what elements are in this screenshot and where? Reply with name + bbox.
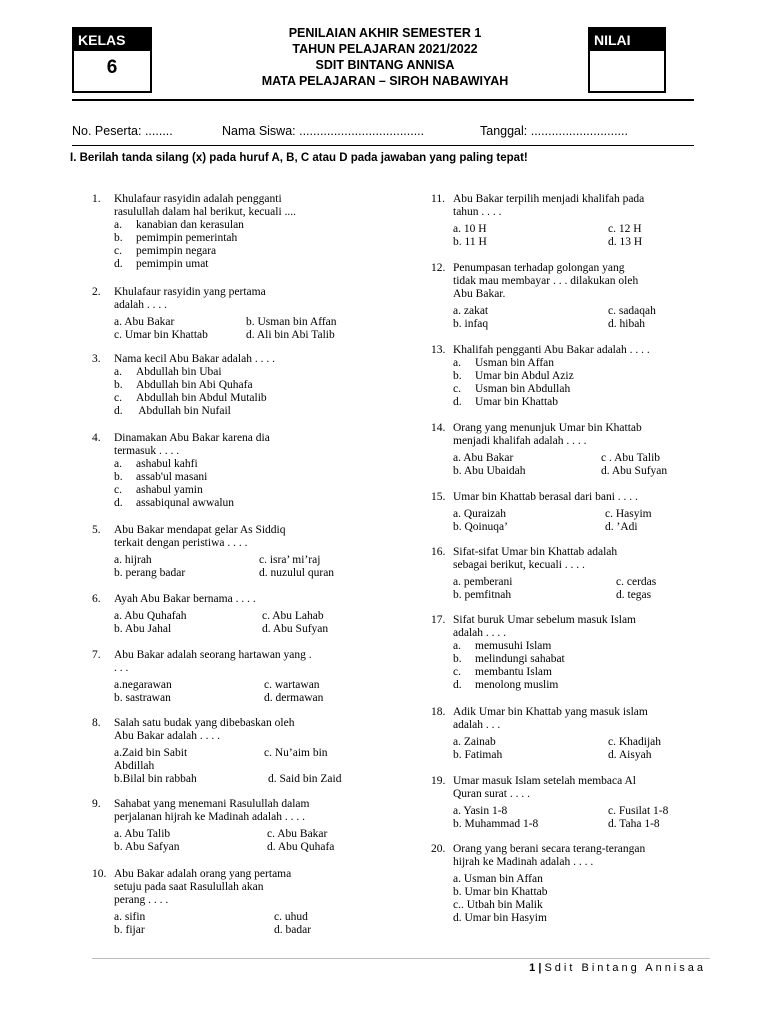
question-stem: perang . . . . [114, 894, 169, 906]
answer-option[interactable]: a. Abu Quhafah [114, 610, 187, 622]
nama-field[interactable]: Nama Siswa: .................................... [222, 124, 425, 138]
question-stem: Abu Bakar terpilih menjadi khalifah pada [453, 193, 645, 205]
option-letter: a. [114, 366, 122, 378]
answer-option[interactable]: d. hibah [608, 318, 646, 330]
question-number: 10. [92, 868, 107, 880]
option-text: ashabul yamin [136, 484, 203, 496]
answer-option[interactable] [453, 383, 721, 396]
answer-option[interactable]: a. Zainab [453, 736, 496, 748]
answer-option[interactable] [114, 497, 382, 510]
option-text: Usman bin Abdullah [475, 383, 571, 395]
answer-option[interactable]: a. Usman bin Affan [453, 873, 543, 885]
answer-grid [114, 747, 382, 786]
question-item [92, 353, 382, 418]
answer-option[interactable] [114, 366, 382, 379]
answer-grid [453, 305, 721, 331]
question-stem: Orang yang berani secara terang-terangan [453, 843, 646, 855]
answer-option[interactable]: d. Aisyah [608, 749, 652, 761]
question-item [431, 262, 721, 331]
tanggal-field[interactable]: Tanggal: ............................ [480, 124, 628, 138]
option-letter: b. [114, 232, 123, 244]
option-letter: d. [114, 497, 123, 509]
kelas-value: 6 [106, 57, 118, 78]
question-stem: Khulafaur rasyidin adalah pengganti [114, 193, 282, 205]
answer-option[interactable]: b.Bilal bin rabbah [114, 773, 197, 785]
answer-option[interactable] [114, 405, 382, 418]
option-letter: b. [114, 379, 123, 391]
question-stem: Sifat-sifat Umar bin Khattab adalah [453, 546, 618, 558]
question-stem: sebagai berikut, kecuali . . . . [453, 559, 585, 571]
option-text: memusuhi Islam [475, 640, 552, 652]
answer-option[interactable] [114, 219, 382, 232]
answer-option[interactable] [114, 392, 382, 405]
question-number: 6. [92, 593, 101, 605]
question-number: 5. [92, 524, 101, 536]
question-stem: Abu Bakar adalah . . . . [114, 730, 221, 742]
answer-grid [453, 452, 721, 478]
footer-separator: | [535, 962, 545, 974]
option-letter: a. [453, 357, 461, 369]
answer-option[interactable] [453, 357, 721, 370]
question-number: 3. [92, 353, 101, 365]
answer-option[interactable]: a. Yasin 1-8 [453, 805, 508, 817]
option-text: menolong muslim [475, 679, 559, 691]
option-text: melindungi sahabat [475, 653, 565, 665]
header-line: TAHUN PELAJARAN 2021/2022 [292, 42, 478, 56]
answer-option[interactable]: b. Fatimah [453, 749, 503, 761]
header-line: PENILAIAN AKHIR SEMESTER 1 [288, 26, 482, 40]
option-letter: c. [453, 666, 461, 678]
answer-grid [114, 316, 382, 342]
option-letter: a. [114, 219, 122, 231]
answer-option[interactable]: c. sadaqah [608, 305, 656, 317]
answer-option[interactable]: c. Hasyim [605, 508, 652, 520]
answer-option[interactable] [453, 653, 721, 666]
answer-option[interactable]: c. isra’ mi’raj [259, 554, 321, 566]
option-letter: a. [114, 458, 122, 470]
option-letter: b. [453, 653, 462, 665]
question-number: 17. [431, 614, 446, 626]
page-number: 1 [529, 962, 536, 974]
question-stem: Umar bin Khattab berasal dari bani . . . . [453, 491, 638, 503]
answer-option[interactable] [114, 379, 382, 392]
option-text: Abdullah bin Ubai [136, 366, 222, 378]
answer-option[interactable]: b. Umar bin Khattab [453, 886, 548, 898]
option-letter: b. [453, 370, 462, 382]
answer-option[interactable]: Abdillah [114, 760, 155, 772]
answer-option[interactable]: a.Zaid bin Sabit [114, 747, 188, 759]
answer-option[interactable]: b. Abu Jahal [114, 623, 172, 635]
answer-grid [453, 576, 721, 602]
option-text: Abdullah bin Abi Quhafa [136, 379, 253, 391]
answer-option[interactable]: d. tegas [616, 589, 652, 601]
question-stem: adalah . . . . [453, 627, 507, 639]
option-letter: d. [114, 258, 123, 270]
answer-option[interactable]: a. Quraizah [453, 508, 506, 520]
answer-option[interactable] [453, 370, 721, 383]
question-stem: Adik Umar bin Khattab yang masuk islam [453, 706, 648, 718]
answer-option[interactable]: c. wartawan [264, 679, 320, 691]
answer-option[interactable] [114, 484, 382, 497]
answer-option[interactable] [453, 640, 721, 653]
question-item [431, 614, 721, 692]
answer-option[interactable]: a. hijrah [114, 554, 152, 566]
answer-option[interactable]: b. infaq [453, 318, 489, 330]
answer-option[interactable]: d. Taha 1-8 [608, 818, 660, 830]
option-letter: a. [453, 640, 461, 652]
answer-option[interactable]: b. perang badar [114, 567, 186, 579]
option-letter: b. [114, 471, 123, 483]
question-number: 14. [431, 422, 446, 434]
answer-option[interactable]: d. dermawan [264, 692, 324, 704]
answer-option[interactable]: c.. Utbah bin Malik [453, 899, 543, 911]
option-text: kanabian dan kerasulan [136, 219, 244, 231]
instruction: I. Berilah tanda silang (x) pada huruf A, B, C atau D pada jawaban yang paling tepat! [70, 152, 528, 164]
option-letter: c. [453, 383, 461, 395]
option-text: Usman bin Affan [475, 357, 555, 369]
option-text: pemimpin umat [136, 258, 209, 270]
option-letter: c. [114, 484, 122, 496]
question-stem: adalah . . . . [114, 299, 168, 311]
question-item [92, 432, 382, 510]
answer-option[interactable]: c. cerdas [616, 576, 657, 588]
footer-divider [92, 958, 710, 959]
question-number: 12. [431, 262, 446, 274]
answer-grid [453, 805, 721, 831]
question-item [431, 193, 721, 249]
answer-option[interactable]: c . Abu Talib [601, 452, 661, 464]
answer-option[interactable] [114, 258, 382, 271]
answer-option[interactable]: a. Abu Talib [114, 828, 171, 840]
question-item [92, 286, 382, 342]
question-item [431, 422, 721, 478]
question-stem: Penumpasan terhadap golongan yang [453, 262, 625, 274]
question-stem: Sifat buruk Umar sebelum masuk Islam [453, 614, 637, 626]
question-stem: Abu Bakar mendapat gelar As Siddiq [114, 524, 286, 536]
answer-option[interactable] [114, 458, 382, 471]
option-letter: c. [114, 245, 122, 257]
footer-school: Sdit Bintang Annisaa [544, 962, 706, 974]
answer-option[interactable]: d. Said bin Zaid [268, 773, 342, 785]
answer-option[interactable] [453, 666, 721, 679]
page-footer [529, 962, 706, 974]
kelas-box [72, 27, 152, 93]
peserta-field[interactable]: No. Peserta: ........ [72, 124, 173, 138]
question-item [431, 706, 721, 762]
answer-option[interactable]: c. Umar bin Khattab [114, 329, 208, 341]
answer-option[interactable]: b. Usman bin Affan [246, 316, 337, 328]
answer-option[interactable]: c. Nu’aim bin [264, 747, 328, 759]
answer-option[interactable]: d. Umar bin Hasyim [453, 912, 547, 924]
question-number: 2. [92, 286, 101, 298]
answer-option[interactable]: a. zakat [453, 305, 489, 317]
question-stem: Quran surat . . . . [453, 788, 530, 800]
exam-header [190, 25, 580, 89]
answer-grid [114, 679, 382, 705]
answer-option[interactable] [114, 232, 382, 245]
answer-option[interactable]: c. Khadijah [608, 736, 662, 748]
question-stem: setuju pada saat Rasulullah akan [114, 881, 264, 893]
question-item [92, 193, 382, 271]
question-number: 18. [431, 706, 446, 718]
question-item [92, 798, 382, 854]
question-stem: Abu Bakar adalah seorang hartawan yang . [114, 649, 312, 661]
question-stem: Ayah Abu Bakar bernama . . . . [114, 593, 256, 605]
answer-option[interactable]: d. badar [274, 924, 312, 936]
question-item [92, 593, 382, 636]
answer-option[interactable]: c. 12 H [608, 223, 642, 235]
answer-grid [114, 610, 382, 636]
answer-option[interactable]: c. uhud [274, 911, 308, 923]
question-stem: Orang yang menunjuk Umar bin Khattab [453, 422, 642, 434]
answer-option[interactable]: d. nuzulul quran [259, 567, 335, 579]
answer-option[interactable] [453, 679, 721, 692]
question-stem: Abu Bakar adalah orang yang pertama [114, 868, 292, 880]
question-item [92, 649, 382, 705]
option-text: Abdullah bin Abdul Mutalib [136, 392, 267, 404]
option-text: assab'ul masani [136, 471, 208, 483]
answer-option[interactable]: b. Abu Safyan [114, 841, 180, 853]
answer-option[interactable]: b. pemfitnah [453, 589, 512, 601]
question-number: 20. [431, 843, 446, 855]
header-line: SDIT BINTANG ANNISA [315, 58, 455, 72]
option-letter: c. [114, 392, 122, 404]
option-text: Abdullah bin Nufail [136, 405, 231, 417]
question-stem: hijrah ke Madinah adalah . . . . [453, 856, 594, 868]
question-number: 1. [92, 193, 101, 205]
nilai-label: NILAI [590, 29, 664, 51]
answer-option[interactable]: b. Muhammad 1-8 [453, 818, 539, 830]
answer-grid [114, 828, 382, 854]
answer-option[interactable]: a. Abu Bakar [453, 452, 514, 464]
answer-option[interactable]: b. Qoinuqa’ [453, 521, 508, 533]
answer-option[interactable]: b. 11 H [453, 236, 487, 248]
answer-option[interactable]: a. Abu Bakar [114, 316, 175, 328]
answer-option[interactable]: a. sifin [114, 911, 146, 923]
option-text: ashabul kahfi [136, 458, 198, 470]
option-letter: d. [453, 396, 462, 408]
question-stem: tahun . . . . [453, 206, 502, 218]
answer-option[interactable]: d. Abu Quhafa [267, 841, 335, 853]
answer-option[interactable]: d. ’Adi [605, 521, 638, 533]
question-stem: termasuk . . . . [114, 445, 180, 457]
question-stem: rasulullah dalam hal berikut, kecuali .... [114, 206, 297, 218]
answer-option[interactable]: b. sastrawan [114, 692, 171, 704]
question-stem: Sahabat yang menemani Rasulullah dalam [114, 798, 310, 810]
answer-option[interactable] [453, 396, 721, 409]
question-stem: Abu Bakar. [453, 288, 506, 300]
option-text: pemimpin negara [136, 245, 217, 257]
question-number: 9. [92, 798, 101, 810]
option-text: membantu Islam [475, 666, 552, 678]
question-item [431, 344, 721, 409]
answer-option[interactable]: a. pemberani [453, 576, 513, 588]
answer-grid [453, 508, 721, 534]
answer-option[interactable] [114, 245, 382, 258]
question-number: 8. [92, 717, 101, 729]
option-text: pemimpin pemerintah [136, 232, 238, 244]
answer-option[interactable]: d. Abu Sufyan [262, 623, 329, 635]
answer-option[interactable]: d. Abu Sufyan [601, 465, 668, 477]
answer-list [431, 873, 721, 925]
option-letter: d. [114, 405, 123, 417]
question-item [92, 868, 382, 937]
answer-option[interactable]: d. Ali bin Abi Talib [246, 329, 335, 341]
question-stem: tidak mau membayar . . . dilakukan oleh [453, 275, 639, 287]
question-number: 11. [431, 193, 445, 205]
kelas-label: KELAS [74, 29, 150, 51]
answer-option[interactable]: a.negarawan [114, 679, 172, 691]
option-text: assabiqunal awwalun [136, 497, 235, 509]
question-stem: menjadi khalifah adalah . . . . [453, 435, 587, 447]
question-item [431, 843, 721, 925]
question-item [92, 524, 382, 580]
answer-grid [453, 736, 721, 762]
answer-option[interactable]: b. Abu Ubaidah [453, 465, 526, 477]
question-stem: Salah satu budak yang dibebaskan oleh [114, 717, 295, 729]
answer-grid [453, 223, 721, 249]
question-stem: Umar masuk Islam setelah membaca Al [453, 775, 636, 787]
identity-divider [72, 145, 694, 146]
question-number: 19. [431, 775, 446, 787]
answer-option[interactable] [114, 471, 382, 484]
answer-option[interactable]: c. Abu Lahab [262, 610, 324, 622]
answer-option[interactable]: c. Fusilat 1-8 [608, 805, 669, 817]
question-number: 4. [92, 432, 101, 444]
question-stem: terkait dengan peristiwa . . . . [114, 537, 248, 549]
question-stem: Khalifah pengganti Abu Bakar adalah . . . . [453, 344, 650, 356]
question-number: 16. [431, 546, 446, 558]
nilai-box [588, 27, 666, 93]
header-line: MATA PELAJARAN – SIROH NABAWIYAH [261, 74, 509, 88]
answer-grid [114, 911, 382, 937]
answer-option[interactable]: a. 10 H [453, 223, 487, 235]
question-item [431, 775, 721, 831]
question-stem: Dinamakan Abu Bakar karena dia [114, 432, 270, 444]
question-stem: . . . [114, 662, 129, 674]
question-stem: perjalanan hijrah ke Madinah adalah . . . . [114, 811, 305, 823]
header-divider [72, 99, 694, 101]
question-item [431, 546, 721, 602]
question-number: 13. [431, 344, 446, 356]
option-letter: d. [453, 679, 462, 691]
question-stem: Nama kecil Abu Bakar adalah . . . . [114, 353, 275, 365]
question-number: 15. [431, 491, 446, 503]
question-stem: Khulafaur rasyidin yang pertama [114, 286, 266, 298]
question-stem: adalah . . . [453, 719, 501, 731]
question-number: 7. [92, 649, 101, 661]
option-text: Umar bin Abdul Aziz [475, 370, 574, 382]
answer-option[interactable]: c. Abu Bakar [267, 828, 328, 840]
answer-grid [114, 554, 382, 580]
answer-option[interactable]: b. fijar [114, 924, 145, 936]
question-item [92, 717, 382, 786]
answer-option[interactable]: d. 13 H [608, 236, 643, 248]
question-item [431, 491, 721, 534]
option-text: Umar bin Khattab [475, 396, 559, 408]
